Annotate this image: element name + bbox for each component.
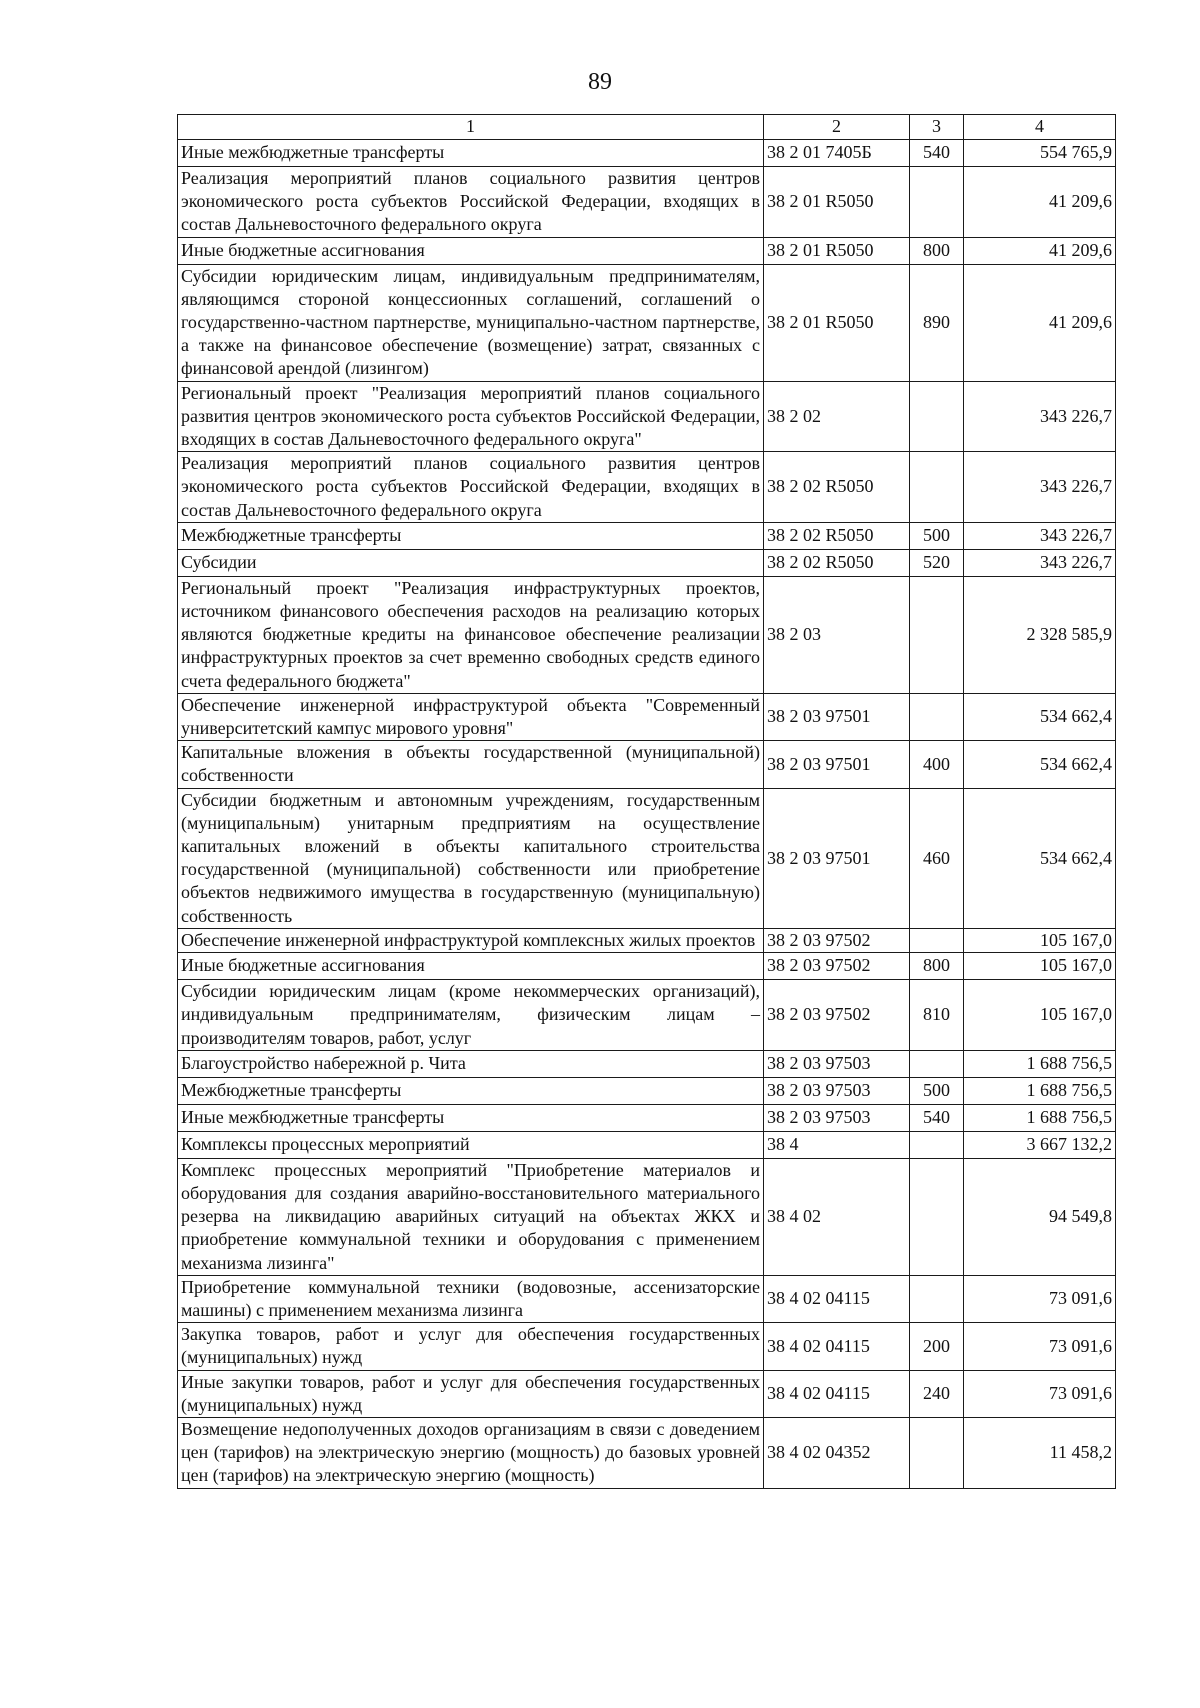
table-header bbox=[178, 115, 1116, 140]
row-name: Межбюджетные трансферты bbox=[178, 522, 764, 549]
row-amount: 73 091,6 bbox=[964, 1275, 1116, 1322]
row-name: Благоустройство набережной р. Чита bbox=[178, 1050, 764, 1077]
row-name: Межбюджетные трансферты bbox=[178, 1077, 764, 1104]
table-row bbox=[178, 928, 1116, 952]
row-expense-type bbox=[910, 1131, 964, 1158]
row-expense-type bbox=[910, 1417, 964, 1488]
row-code: 38 2 03 97502 bbox=[764, 980, 910, 1051]
row-amount: 343 226,7 bbox=[964, 452, 1116, 523]
row-name: Иные межбюджетные трансферты bbox=[178, 140, 764, 167]
row-code: 38 2 02 R5050 bbox=[764, 522, 910, 549]
row-code: 38 4 02 04115 bbox=[764, 1323, 910, 1370]
row-expense-type: 540 bbox=[910, 140, 964, 167]
row-expense-type bbox=[910, 452, 964, 523]
table-row bbox=[178, 264, 1116, 381]
table-row bbox=[178, 1131, 1116, 1158]
row-code: 38 2 01 R5050 bbox=[764, 264, 910, 381]
table-row bbox=[178, 167, 1116, 238]
row-amount: 105 167,0 bbox=[964, 953, 1116, 980]
table-row bbox=[178, 980, 1116, 1051]
table-row bbox=[178, 788, 1116, 928]
row-code: 38 4 bbox=[764, 1131, 910, 1158]
row-expense-type bbox=[910, 1050, 964, 1077]
table-row bbox=[178, 522, 1116, 549]
header-col-2: 2 bbox=[764, 115, 910, 140]
row-expense-type: 520 bbox=[910, 549, 964, 576]
row-expense-type: 240 bbox=[910, 1370, 964, 1417]
row-code: 38 4 02 04115 bbox=[764, 1275, 910, 1322]
row-amount: 343 226,7 bbox=[964, 549, 1116, 576]
row-code: 38 4 02 04352 bbox=[764, 1417, 910, 1488]
row-code: 38 2 03 97501 bbox=[764, 788, 910, 928]
row-code: 38 2 01 R5050 bbox=[764, 237, 910, 264]
row-code: 38 2 03 97503 bbox=[764, 1077, 910, 1104]
row-code: 38 4 02 04115 bbox=[764, 1370, 910, 1417]
row-name: Обеспечение инженерной инфраструктурой объекта "Современный университетский кампус мирового уровня" bbox=[178, 693, 764, 740]
row-amount: 3 667 132,2 bbox=[964, 1131, 1116, 1158]
row-name: Реализация мероприятий планов социального развития центров экономического роста субъектов Российской Федерации, входящих в состав Дальневосточного федерального округа bbox=[178, 452, 764, 523]
row-expense-type: 460 bbox=[910, 788, 964, 928]
row-code: 38 4 02 bbox=[764, 1158, 910, 1275]
row-amount: 11 458,2 bbox=[964, 1417, 1116, 1488]
row-name: Субсидии юридическим лицам, индивидуальным предпринимателям, являющимся стороной концессионных соглашений, соглашений о государственно-частном партнерстве, муниципально-частном партнерстве, а также на финансовое обеспечение (возмещение) затрат, связанных с финансовой арендой (лизингом) bbox=[178, 264, 764, 381]
row-name: Капитальные вложения в объекты государственной (муниципальной) собственности bbox=[178, 741, 764, 788]
row-expense-type: 540 bbox=[910, 1104, 964, 1131]
row-name: Субсидии юридическим лицам (кроме некоммерческих организаций), индивидуальным предпринимателям, физическим лицам – производителям товаров, работ, услуг bbox=[178, 980, 764, 1051]
row-expense-type bbox=[910, 928, 964, 952]
table-row bbox=[178, 549, 1116, 576]
row-amount: 554 765,9 bbox=[964, 140, 1116, 167]
row-expense-type: 800 bbox=[910, 237, 964, 264]
row-expense-type: 500 bbox=[910, 522, 964, 549]
row-expense-type: 500 bbox=[910, 1077, 964, 1104]
table-row bbox=[178, 381, 1116, 452]
header-col-3: 3 bbox=[910, 115, 964, 140]
row-amount: 41 209,6 bbox=[964, 264, 1116, 381]
row-name: Иные бюджетные ассигнования bbox=[178, 237, 764, 264]
row-name: Реализация мероприятий планов социального развития центров экономического роста субъектов Российской Федерации, входящих в состав Дальневосточного федерального округа bbox=[178, 167, 764, 238]
table-row bbox=[178, 693, 1116, 740]
page-number: 89 bbox=[588, 69, 612, 95]
row-amount: 1 688 756,5 bbox=[964, 1077, 1116, 1104]
table-row bbox=[178, 1323, 1116, 1370]
row-name: Приобретение коммунальной техники (водовозные, ассенизаторские машины) с применением механизма лизинга bbox=[178, 1275, 764, 1322]
table-row bbox=[178, 576, 1116, 693]
row-expense-type bbox=[910, 167, 964, 238]
table-row bbox=[178, 953, 1116, 980]
row-amount: 1 688 756,5 bbox=[964, 1104, 1116, 1131]
row-code: 38 2 03 97503 bbox=[764, 1104, 910, 1131]
row-name: Комплексы процессных мероприятий bbox=[178, 1131, 764, 1158]
row-amount: 41 209,6 bbox=[964, 167, 1116, 238]
row-code: 38 2 03 bbox=[764, 576, 910, 693]
row-amount: 94 549,8 bbox=[964, 1158, 1116, 1275]
row-code: 38 2 03 97502 bbox=[764, 928, 910, 952]
row-code: 38 2 01 7405Б bbox=[764, 140, 910, 167]
row-name: Обеспечение инженерной инфраструктурой комплексных жилых проектов bbox=[178, 928, 764, 952]
row-name: Иные закупки товаров, работ и услуг для обеспечения государственных (муниципальных) нужд bbox=[178, 1370, 764, 1417]
row-code: 38 2 03 97503 bbox=[764, 1050, 910, 1077]
table-row bbox=[178, 1077, 1116, 1104]
row-expense-type bbox=[910, 576, 964, 693]
row-amount: 73 091,6 bbox=[964, 1323, 1116, 1370]
row-amount: 105 167,0 bbox=[964, 980, 1116, 1051]
row-name: Региональный проект "Реализация мероприятий планов социального развития центров экономического роста субъектов Российской Федерации, входящих в состав Дальневосточного федерального округа" bbox=[178, 381, 764, 452]
row-expense-type: 800 bbox=[910, 953, 964, 980]
row-amount: 73 091,6 bbox=[964, 1370, 1116, 1417]
row-code: 38 2 03 97501 bbox=[764, 741, 910, 788]
row-name: Субсидии bbox=[178, 549, 764, 576]
row-amount: 105 167,0 bbox=[964, 928, 1116, 952]
row-amount: 343 226,7 bbox=[964, 522, 1116, 549]
row-code: 38 2 02 R5050 bbox=[764, 452, 910, 523]
row-amount: 534 662,4 bbox=[964, 741, 1116, 788]
row-code: 38 2 02 bbox=[764, 381, 910, 452]
table-row bbox=[178, 1275, 1116, 1322]
row-amount: 534 662,4 bbox=[964, 788, 1116, 928]
header-col-1: 1 bbox=[178, 115, 764, 140]
table-row bbox=[178, 140, 1116, 167]
row-code: 38 2 03 97502 bbox=[764, 953, 910, 980]
row-amount: 1 688 756,5 bbox=[964, 1050, 1116, 1077]
row-expense-type bbox=[910, 1275, 964, 1322]
row-amount: 343 226,7 bbox=[964, 381, 1116, 452]
budget-table bbox=[177, 114, 1116, 1489]
row-expense-type: 200 bbox=[910, 1323, 964, 1370]
row-name: Иные межбюджетные трансферты bbox=[178, 1104, 764, 1131]
row-expense-type: 810 bbox=[910, 980, 964, 1051]
table-row bbox=[178, 237, 1116, 264]
table-body bbox=[178, 140, 1116, 1489]
table-row bbox=[178, 1370, 1116, 1417]
row-name: Возмещение недополученных доходов организациям в связи с доведением цен (тарифов) на электрическую энергию (мощность) до базовых уровней цен (тарифов) на электрическую энергию (мощность) bbox=[178, 1417, 764, 1488]
table-row bbox=[178, 1417, 1116, 1488]
row-expense-type bbox=[910, 693, 964, 740]
row-name: Комплекс процессных мероприятий "Приобретение материалов и оборудования для создания аварийно-восстановительного материального резерва на ликвидацию аварийных ситуаций на объектах ЖКХ и приобретение коммунальной техники и оборудования с применением механизма лизинга" bbox=[178, 1158, 764, 1275]
row-amount: 2 328 585,9 bbox=[964, 576, 1116, 693]
header-row bbox=[178, 115, 1116, 140]
header-col-4: 4 bbox=[964, 115, 1116, 140]
row-name: Закупка товаров, работ и услуг для обеспечения государственных (муниципальных) нужд bbox=[178, 1323, 764, 1370]
row-expense-type bbox=[910, 381, 964, 452]
row-code: 38 2 02 R5050 bbox=[764, 549, 910, 576]
table-row bbox=[178, 452, 1116, 523]
row-expense-type: 400 bbox=[910, 741, 964, 788]
row-name: Субсидии бюджетным и автономным учреждениям, государственным (муниципальным) унитарным предприятиям на осуществление капитальных вложений в объекты капитального строительства государственной (муниципальной) собственности или приобретение объектов недвижимого имущества в государственную (муниципальную) собственность bbox=[178, 788, 764, 928]
table-row bbox=[178, 1050, 1116, 1077]
table-row bbox=[178, 741, 1116, 788]
row-amount: 534 662,4 bbox=[964, 693, 1116, 740]
row-expense-type bbox=[910, 1158, 964, 1275]
row-name: Иные бюджетные ассигнования bbox=[178, 953, 764, 980]
row-code: 38 2 03 97501 bbox=[764, 693, 910, 740]
row-amount: 41 209,6 bbox=[964, 237, 1116, 264]
table-row bbox=[178, 1158, 1116, 1275]
row-name: Региональный проект "Реализация инфраструктурных проектов, источником финансового обеспечения расходов на реализацию которых являются бюджетные кредиты на финансовое обеспечение реализации инфраструктурных проектов за счет временно свободных средств единого счета федерального бюджета" bbox=[178, 576, 764, 693]
row-expense-type: 890 bbox=[910, 264, 964, 381]
row-code: 38 2 01 R5050 bbox=[764, 167, 910, 238]
table-row bbox=[178, 1104, 1116, 1131]
